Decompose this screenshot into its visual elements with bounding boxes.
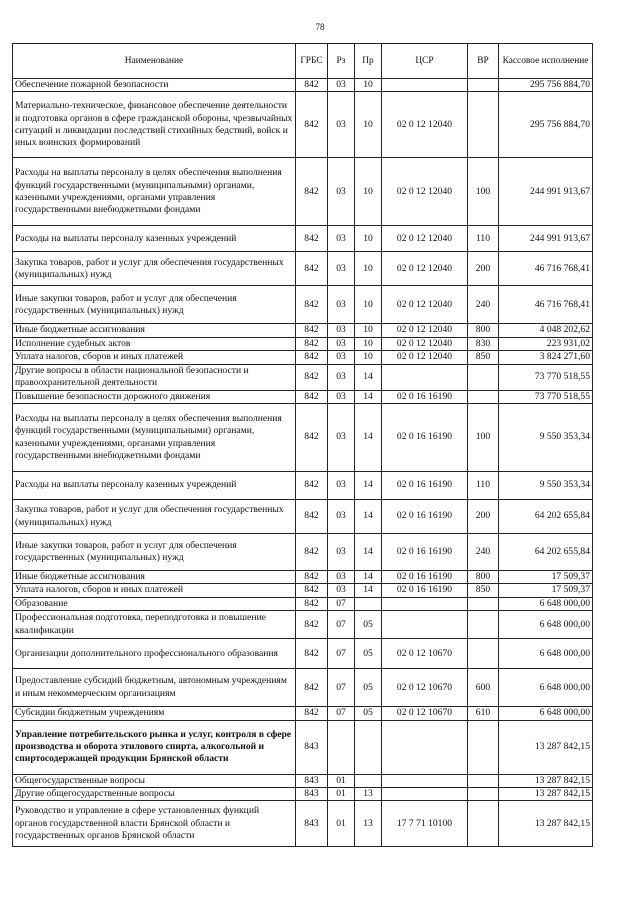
- row-csr: 17 7 71 10100: [382, 801, 468, 847]
- row-rz: 03: [328, 472, 355, 500]
- table-row: [13, 79, 593, 92]
- row-pr: [355, 720, 382, 774]
- table-row: [13, 669, 593, 707]
- row-name: Закупка товаров, работ и услуг для обеспечения государственных (муниципальных) нужд: [13, 500, 296, 534]
- row-amount: 73 770 518,55: [499, 364, 593, 390]
- row-grbs: 842: [296, 79, 328, 92]
- row-grbs: 842: [296, 92, 328, 158]
- table-row: [13, 472, 593, 500]
- row-grbs: 842: [296, 597, 328, 610]
- row-name: Расходы на выплаты персоналу в целях обеспечения выполнения функций государственными (муниципальными) органами, казенными учреждениями, органами управления государственными внебюджетными фондами: [13, 404, 296, 472]
- row-rz: 03: [328, 364, 355, 390]
- table-row: [13, 351, 593, 364]
- row-vr: 240: [468, 286, 499, 324]
- row-grbs: 843: [296, 720, 328, 774]
- row-amount: 6 648 000,00: [499, 669, 593, 707]
- table-row: [13, 639, 593, 669]
- row-pr: 14: [355, 472, 382, 500]
- table-row: [13, 404, 593, 472]
- row-grbs: 842: [296, 534, 328, 571]
- row-vr: 830: [468, 337, 499, 350]
- table-row: [13, 364, 593, 390]
- row-pr: 10: [355, 252, 382, 286]
- row-grbs: 842: [296, 364, 328, 390]
- row-pr: 10: [355, 79, 382, 92]
- row-csr: 02 0 12 12040: [382, 324, 468, 337]
- row-pr: 14: [355, 390, 382, 403]
- row-csr: 02 0 16 16190: [382, 404, 468, 472]
- row-amount: 13 287 842,15: [499, 720, 593, 774]
- row-grbs: 842: [296, 500, 328, 534]
- row-rz: 03: [328, 79, 355, 92]
- row-grbs: 842: [296, 252, 328, 286]
- row-csr: 02 0 16 16190: [382, 534, 468, 571]
- row-name: Другие вопросы в области национальной безопасности и правоохранительной деятельности: [13, 364, 296, 390]
- row-pr: 05: [355, 639, 382, 669]
- row-csr: 02 0 16 16190: [382, 390, 468, 403]
- row-rz: 03: [328, 158, 355, 226]
- table-row: [13, 707, 593, 720]
- row-name: Профессиональная подготовка, переподготовка и повышение квалификации: [13, 611, 296, 639]
- row-pr: 14: [355, 534, 382, 571]
- page-number: 78: [315, 22, 325, 32]
- row-pr: 10: [355, 324, 382, 337]
- row-amount: 13 287 842,15: [499, 788, 593, 801]
- row-name: Общегосударственные вопросы: [13, 774, 296, 787]
- row-csr: 02 0 12 12040: [382, 351, 468, 364]
- row-csr: [382, 611, 468, 639]
- row-amount: 17 509,37: [499, 571, 593, 584]
- row-vr: 100: [468, 158, 499, 226]
- row-vr: [468, 788, 499, 801]
- row-name: Субсидии бюджетным учреждениям: [13, 707, 296, 720]
- row-csr: 02 0 12 10670: [382, 707, 468, 720]
- header-pr: Пр: [355, 44, 382, 79]
- header-amount: Кассовое исполнение: [499, 44, 593, 79]
- table-row: [13, 158, 593, 226]
- row-grbs: 843: [296, 788, 328, 801]
- row-pr: 10: [355, 158, 382, 226]
- row-rz: 03: [328, 571, 355, 584]
- row-pr: 13: [355, 801, 382, 847]
- row-grbs: 842: [296, 584, 328, 597]
- row-grbs: 842: [296, 286, 328, 324]
- row-name: Иные бюджетные ассигнования: [13, 571, 296, 584]
- row-rz: 07: [328, 707, 355, 720]
- row-csr: 02 0 12 12040: [382, 158, 468, 226]
- row-name: Исполнение судебных актов: [13, 337, 296, 350]
- row-vr: [468, 801, 499, 847]
- row-csr: [382, 79, 468, 92]
- row-name: Повышение безопасности дорожного движения: [13, 390, 296, 403]
- row-vr: 110: [468, 472, 499, 500]
- row-csr: [382, 788, 468, 801]
- row-vr: [468, 639, 499, 669]
- row-csr: [382, 597, 468, 610]
- row-amount: 6 648 000,00: [499, 707, 593, 720]
- row-pr: 10: [355, 337, 382, 350]
- row-amount: 6 648 000,00: [499, 639, 593, 669]
- row-vr: [468, 611, 499, 639]
- row-amount: 223 931,02: [499, 337, 593, 350]
- row-grbs: 842: [296, 571, 328, 584]
- row-pr: 05: [355, 669, 382, 707]
- row-rz: 07: [328, 669, 355, 707]
- table-row: [13, 597, 593, 610]
- table-row: [13, 611, 593, 639]
- row-pr: 14: [355, 364, 382, 390]
- row-grbs: 842: [296, 639, 328, 669]
- row-name: Уплата налогов, сборов и иных платежей: [13, 584, 296, 597]
- row-name: Материально-техническое, финансовое обеспечение деятельности и подготовка органов в сфере гражданской обороны, чрезвычайных ситуаций и ликвидации последствий стихийных бедствий, войск и иных воинских формирований: [13, 92, 296, 158]
- row-rz: 03: [328, 534, 355, 571]
- row-csr: [382, 364, 468, 390]
- row-grbs: 842: [296, 669, 328, 707]
- row-csr: 02 0 16 16190: [382, 500, 468, 534]
- row-amount: 17 509,37: [499, 584, 593, 597]
- row-pr: 14: [355, 404, 382, 472]
- row-vr: [468, 774, 499, 787]
- row-csr: 02 0 12 12040: [382, 252, 468, 286]
- row-name: Управление потребительского рынка и услуг, контроля в сфере производства и оборота этилового спирта, алкогольной и спиртосодержащей продукции Брянской области: [13, 720, 296, 774]
- table-row: [13, 788, 593, 801]
- row-rz: 07: [328, 639, 355, 669]
- row-rz: 03: [328, 226, 355, 252]
- row-amount: 244 991 913,67: [499, 226, 593, 252]
- row-rz: 03: [328, 92, 355, 158]
- row-pr: 10: [355, 92, 382, 158]
- row-csr: 02 0 16 16190: [382, 584, 468, 597]
- row-pr: 14: [355, 571, 382, 584]
- row-amount: 295 756 884,70: [499, 79, 593, 92]
- row-grbs: 842: [296, 404, 328, 472]
- row-vr: [468, 79, 499, 92]
- header-name: Наименование: [13, 44, 296, 79]
- row-csr: 02 0 16 16190: [382, 472, 468, 500]
- row-amount: 6 648 000,00: [499, 611, 593, 639]
- header-csr: ЦСР: [382, 44, 468, 79]
- row-name: Предоставление субсидий бюджетным, автономным учреждениям и иным некоммерческим организациям: [13, 669, 296, 707]
- row-vr: [468, 364, 499, 390]
- row-vr: 800: [468, 324, 499, 337]
- row-pr: 10: [355, 286, 382, 324]
- row-rz: 03: [328, 351, 355, 364]
- row-rz: 03: [328, 500, 355, 534]
- row-name: Иные закупки товаров, работ и услуг для обеспечения государственных (муниципальных) нужд: [13, 286, 296, 324]
- row-rz: 01: [328, 788, 355, 801]
- row-grbs: 843: [296, 774, 328, 787]
- row-grbs: 842: [296, 158, 328, 226]
- row-rz: 03: [328, 390, 355, 403]
- row-name: Расходы на выплаты персоналу казенных учреждений: [13, 226, 296, 252]
- row-vr: [468, 597, 499, 610]
- row-vr: [468, 92, 499, 158]
- row-grbs: 842: [296, 707, 328, 720]
- row-pr: 05: [355, 707, 382, 720]
- header-grbs: ГРБС: [296, 44, 328, 79]
- row-name: Организации дополнительного профессионального образования: [13, 639, 296, 669]
- row-amount: 64 202 655,84: [499, 500, 593, 534]
- row-rz: 01: [328, 774, 355, 787]
- row-csr: 02 0 12 12040: [382, 337, 468, 350]
- table-row: [13, 226, 593, 252]
- row-vr: 850: [468, 351, 499, 364]
- row-amount: 73 770 518,55: [499, 390, 593, 403]
- table-row: [13, 584, 593, 597]
- row-grbs: 842: [296, 324, 328, 337]
- row-vr: 850: [468, 584, 499, 597]
- row-rz: 03: [328, 404, 355, 472]
- table-row: [13, 252, 593, 286]
- row-pr: [355, 597, 382, 610]
- row-pr: 10: [355, 351, 382, 364]
- table-row: [13, 92, 593, 158]
- row-amount: 46 716 768,41: [499, 286, 593, 324]
- row-vr: [468, 720, 499, 774]
- row-amount: 3 824 271,60: [499, 351, 593, 364]
- row-amount: 64 202 655,84: [499, 534, 593, 571]
- table-row: [13, 534, 593, 571]
- table-row: [13, 720, 593, 774]
- row-grbs: 842: [296, 611, 328, 639]
- row-name: Расходы на выплаты персоналу в целях обеспечения выполнения функций государственными (муниципальными) органами, казенными учреждениями, органами управления государственными внебюджетными фондами: [13, 158, 296, 226]
- row-amount: 6 648 000,00: [499, 597, 593, 610]
- row-grbs: 842: [296, 351, 328, 364]
- row-name: Образование: [13, 597, 296, 610]
- budget-execution-table: [12, 43, 593, 847]
- row-vr: 100: [468, 404, 499, 472]
- row-csr: 02 0 16 16190: [382, 571, 468, 584]
- row-pr: 13: [355, 788, 382, 801]
- table-row: [13, 337, 593, 350]
- row-rz: [328, 720, 355, 774]
- table-row: [13, 500, 593, 534]
- table-row: [13, 801, 593, 847]
- row-rz: 01: [328, 801, 355, 847]
- row-csr: [382, 720, 468, 774]
- row-csr: 02 0 12 12040: [382, 286, 468, 324]
- row-amount: 13 287 842,15: [499, 774, 593, 787]
- row-grbs: 843: [296, 801, 328, 847]
- row-rz: 07: [328, 611, 355, 639]
- table-body: [13, 79, 593, 847]
- row-vr: 200: [468, 500, 499, 534]
- row-name: Уплата налогов, сборов и иных платежей: [13, 351, 296, 364]
- row-amount: 244 991 913,67: [499, 158, 593, 226]
- table-row: [13, 774, 593, 787]
- row-csr: 02 0 12 10670: [382, 669, 468, 707]
- table-row: [13, 390, 593, 403]
- table-row: [13, 571, 593, 584]
- row-amount: 9 550 353,34: [499, 472, 593, 500]
- header-vr: ВР: [468, 44, 499, 79]
- row-pr: 14: [355, 584, 382, 597]
- row-rz: 07: [328, 597, 355, 610]
- row-name: Закупка товаров, работ и услуг для обеспечения государственных (муниципальных) нужд: [13, 252, 296, 286]
- row-pr: 05: [355, 611, 382, 639]
- row-vr: 240: [468, 534, 499, 571]
- row-rz: 03: [328, 584, 355, 597]
- row-grbs: 842: [296, 337, 328, 350]
- row-csr: 02 0 12 10670: [382, 639, 468, 669]
- header-rz: Рз: [328, 44, 355, 79]
- row-pr: [355, 774, 382, 787]
- row-vr: 800: [468, 571, 499, 584]
- row-csr: 02 0 12 12040: [382, 92, 468, 158]
- row-grbs: 842: [296, 472, 328, 500]
- row-name: Обеспечение пожарной безопасности: [13, 79, 296, 92]
- row-rz: 03: [328, 252, 355, 286]
- row-name: Другие общегосударственные вопросы: [13, 788, 296, 801]
- row-amount: 13 287 842,15: [499, 801, 593, 847]
- row-name: Иные бюджетные ассигнования: [13, 324, 296, 337]
- row-pr: 10: [355, 226, 382, 252]
- row-vr: 610: [468, 707, 499, 720]
- row-amount: 9 550 353,34: [499, 404, 593, 472]
- table-header: [13, 44, 593, 79]
- row-rz: 03: [328, 286, 355, 324]
- row-grbs: 842: [296, 226, 328, 252]
- row-vr: 200: [468, 252, 499, 286]
- row-vr: 110: [468, 226, 499, 252]
- row-pr: 14: [355, 500, 382, 534]
- table-row: [13, 324, 593, 337]
- row-name: Расходы на выплаты персоналу казенных учреждений: [13, 472, 296, 500]
- row-csr: 02 0 12 12040: [382, 226, 468, 252]
- row-vr: [468, 390, 499, 403]
- row-amount: 46 716 768,41: [499, 252, 593, 286]
- row-rz: 03: [328, 337, 355, 350]
- row-csr: [382, 774, 468, 787]
- row-name: Иные закупки товаров, работ и услуг для обеспечения государственных (муниципальных) нужд: [13, 534, 296, 571]
- table-row: [13, 286, 593, 324]
- row-amount: 295 756 884,70: [499, 92, 593, 158]
- row-vr: 600: [468, 669, 499, 707]
- row-grbs: 842: [296, 390, 328, 403]
- row-amount: 4 048 202,62: [499, 324, 593, 337]
- row-name: Руководство и управление в сфере установленных функций органов государственной власти Брянской области и государственных органов Брянской области: [13, 801, 296, 847]
- row-rz: 03: [328, 324, 355, 337]
